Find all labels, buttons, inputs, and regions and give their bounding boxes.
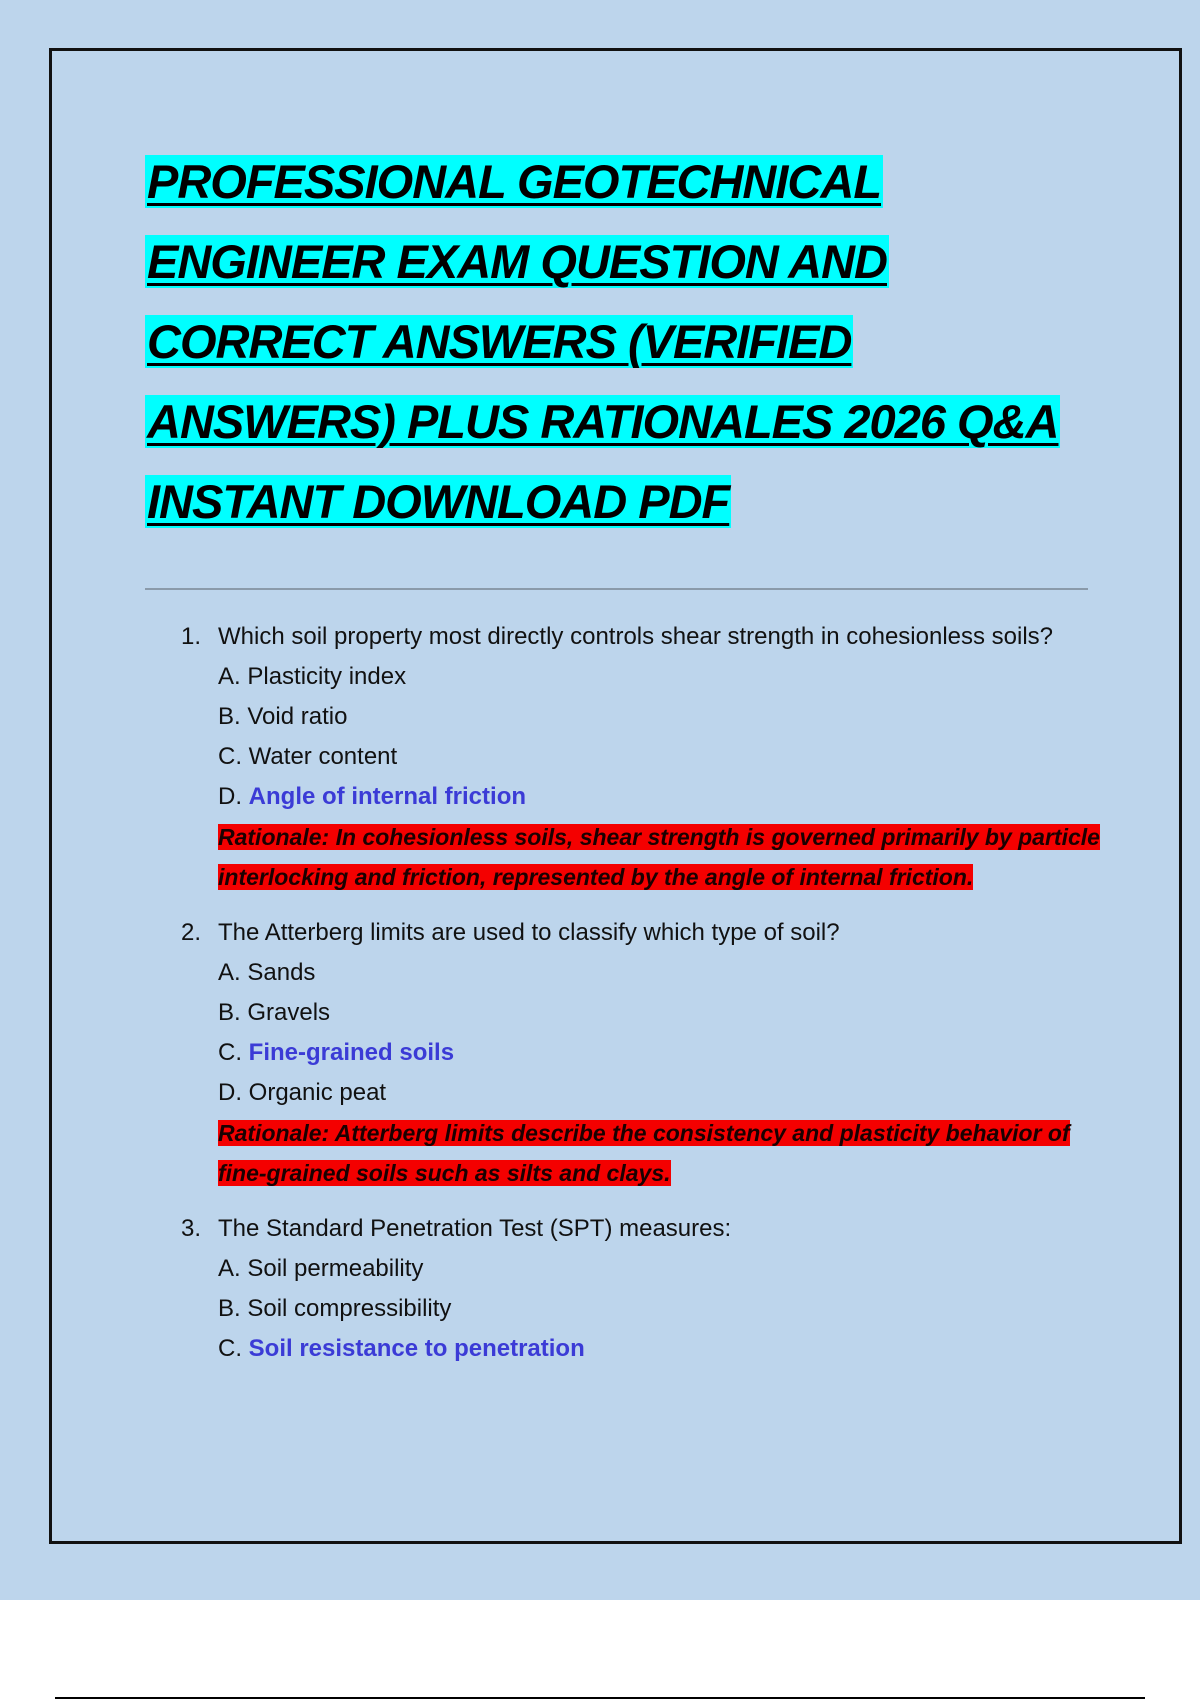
question-text: Which soil property most directly controls shear strength in cohesionless soils?: [218, 623, 1054, 650]
document-title: [145, 142, 1125, 542]
answer-option: B. Void ratio: [218, 703, 348, 730]
answer-option: A. Plasticity index: [218, 663, 407, 690]
footer-rule: [55, 1697, 1145, 1699]
answer-option: C. Water content: [218, 743, 398, 770]
title-line: ANSWERS) PLUS RATIONALES 2026 Q&A: [147, 395, 1059, 448]
question-list: [145, 617, 1105, 1385]
section-divider: [145, 588, 1088, 590]
question-item: [145, 913, 1105, 1193]
question-item: [145, 617, 1105, 897]
answer-option-correct: C. Fine-grained soils: [218, 1039, 455, 1066]
question-number: 1.: [181, 623, 202, 650]
answer-option: A. Sands: [218, 959, 316, 986]
answer-option: D. Organic peat: [218, 1079, 387, 1106]
question-item: [145, 1209, 1105, 1369]
title-line: PROFESSIONAL GEOTECHNICAL: [147, 155, 882, 208]
title-line: ENGINEER EXAM QUESTION AND: [147, 235, 887, 288]
answer-option: A. Soil permeability: [218, 1255, 424, 1282]
answer-option: B. Soil compressibility: [218, 1295, 452, 1322]
answer-option-correct: D. Angle of internal friction: [218, 783, 527, 810]
title-line: INSTANT DOWNLOAD PDF: [147, 475, 730, 528]
question-text: The Standard Penetration Test (SPT) measures:: [218, 1215, 732, 1242]
rationale: Rationale: Atterberg limits describe the consistency and plasticity behavior of fine-grained soils such as silts and clays.: [218, 1120, 1070, 1186]
question-number: 2.: [181, 919, 202, 946]
question-number: 3.: [181, 1215, 202, 1242]
question-text: The Atterberg limits are used to classify which type of soil?: [218, 919, 840, 946]
answer-option: B. Gravels: [218, 999, 331, 1026]
title-line: CORRECT ANSWERS (VERIFIED: [147, 315, 852, 368]
answer-option-correct: C. Soil resistance to penetration: [218, 1335, 585, 1362]
rationale: Rationale: In cohesionless soils, shear strength is governed primarily by particle interlocking and friction, represented by the angle of internal friction.: [218, 824, 1100, 890]
